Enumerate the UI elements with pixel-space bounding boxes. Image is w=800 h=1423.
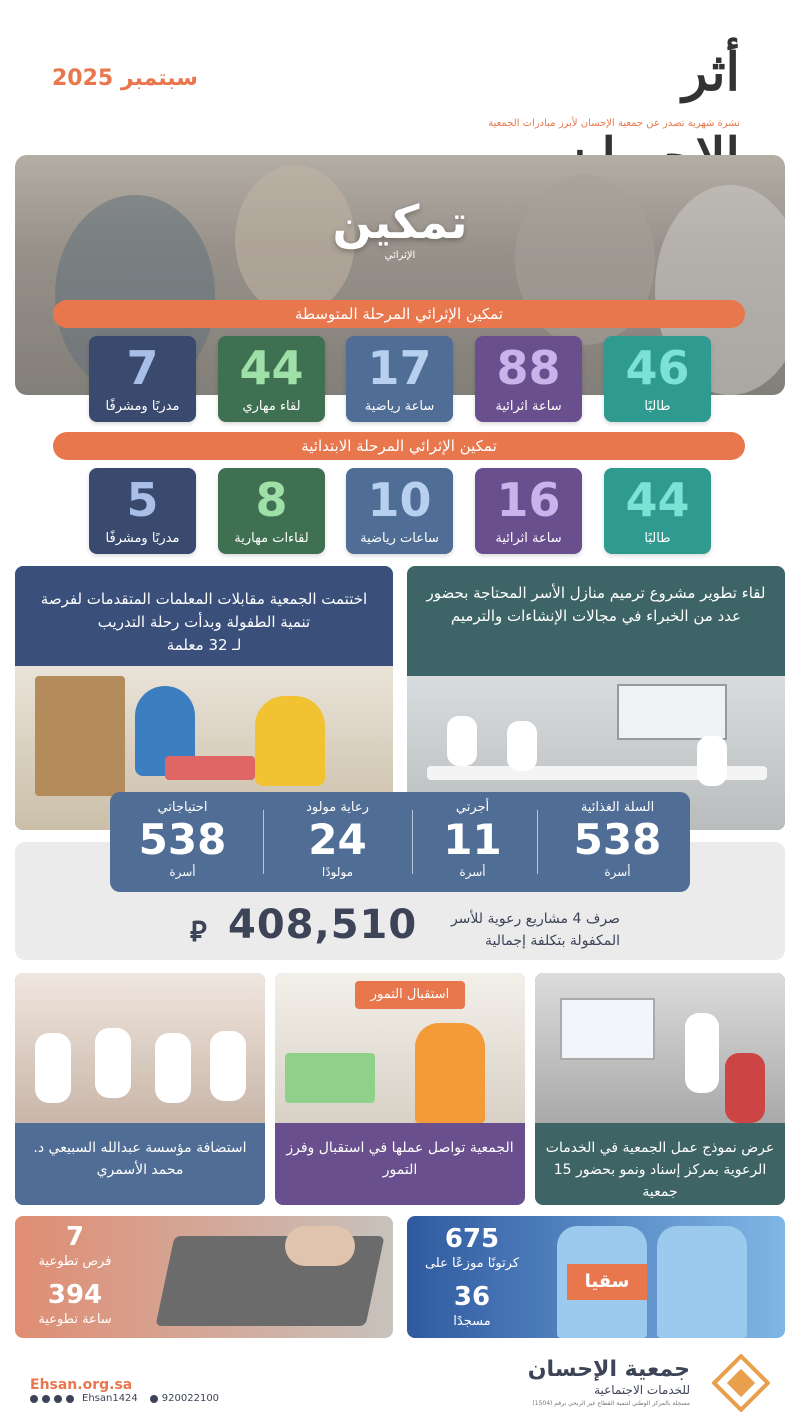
stat-card: [346, 336, 453, 422]
strip-title: عرض نموذج عمل الجمعية في الخدمات الرعوية بمركز إسناد ونمو بحضور 15 جمعية: [545, 1140, 775, 1200]
stat-label: ساعة رياضية: [364, 399, 435, 414]
news-title: لقاء تطوير مشروع ترميم منازل الأسر المحتاجة بحضور عدد من الخبراء في مجالات الإنشاءات والترميم: [426, 584, 766, 625]
social-row: [30, 1393, 219, 1404]
stat-value: 44: [239, 341, 304, 395]
stat-card: [218, 336, 325, 422]
stat-card: [346, 468, 453, 554]
stat-value: 7: [126, 341, 159, 395]
divider: [412, 810, 413, 874]
stat-card: [89, 468, 196, 554]
water-brand: سقيا: [567, 1264, 647, 1300]
issue-month: سبتمبر 2025: [52, 66, 198, 91]
stat-label: ساعة اثرائية: [495, 531, 562, 546]
news-title: اختتمت الجمعية مقابلات المعلمات المتقدمات لفرصة تنمية الطفولة وبدأت رحلة التدريب: [40, 590, 368, 631]
family-stat-unit: أسرة: [604, 865, 631, 879]
strip-card-services-model: [535, 973, 785, 1205]
org-logo-icon: [712, 1354, 770, 1412]
family-stat-title: أجرتي: [455, 800, 490, 815]
cartons-label: كرتونًا موزعًا على: [424, 1256, 520, 1271]
org-subtitle: للخدمات الاجتماعية: [594, 1383, 690, 1397]
stat-label: ساعة اثرائية: [495, 399, 562, 414]
stat-card: [604, 336, 711, 422]
social-handle[interactable]: Ehsan1424: [82, 1393, 138, 1404]
social-icon[interactable]: [30, 1395, 38, 1403]
stat-value: 88: [496, 341, 561, 395]
families-stats: [110, 792, 690, 892]
stat-card: [475, 468, 582, 554]
family-stat-value: 538: [573, 815, 662, 864]
stat-label: طالبًا: [644, 399, 671, 414]
mosques-value: 36: [453, 1282, 491, 1312]
riyal-icon: ⃁: [190, 915, 207, 948]
stat-value: 17: [367, 341, 432, 395]
family-stat-title: احتياجاتي: [157, 800, 208, 815]
stat-label: مدربًا ومشرفًا: [105, 399, 180, 414]
stat-label: لقاء مهاري: [242, 399, 301, 414]
family-stat: [110, 792, 255, 892]
stat-card: [218, 468, 325, 554]
stat-card: [89, 336, 196, 422]
primary-school-heading: تمكين الإثرائي المرحلة الابتدائية: [53, 432, 745, 460]
volunteer-opportunities-value: 7: [65, 1222, 85, 1252]
stat-value: 10: [367, 473, 432, 527]
stat-card: [475, 336, 582, 422]
website-link[interactable]: Ehsan.org.sa: [30, 1377, 133, 1393]
family-stat-title: السلة الغذائية: [580, 800, 655, 815]
family-stat-unit: أسرة: [169, 865, 196, 879]
volunteer-card: [15, 1216, 393, 1338]
org-name: جمعية الإحسان: [527, 1357, 690, 1382]
family-stat-value: 11: [443, 815, 502, 864]
cartons-value: 675: [444, 1224, 500, 1254]
volunteer-hours-value: 394: [47, 1280, 103, 1310]
stat-value: 8: [255, 473, 288, 527]
newsletter-logo: أثر: [682, 42, 740, 103]
cost-value: 408,510: [228, 902, 418, 948]
strip-card-foundation: [15, 973, 265, 1205]
presentation-photo: [535, 973, 785, 1123]
family-stat-unit: مولودًا: [321, 865, 354, 879]
strip-title: استضافة مؤسسة عبدالله السبيعي د. محمد الأسمري: [33, 1140, 247, 1178]
volunteer-hours-label: ساعة تطوعية: [38, 1312, 112, 1327]
family-stat: [265, 792, 410, 892]
cost-description: صرف 4 مشاريع رعوية للأسر المكفولة بتكلفة إجمالية: [450, 911, 620, 949]
news-card-teachers: [15, 566, 393, 830]
social-icon[interactable]: [54, 1395, 62, 1403]
stat-label: طالبًا: [644, 531, 671, 546]
hero-title: تمكين: [332, 195, 468, 249]
phone-icon: [150, 1395, 158, 1403]
stat-value: 16: [496, 473, 561, 527]
foundation-photo: [15, 973, 265, 1123]
middle-school-heading: تمكين الإثرائي المرحلة المتوسطة: [53, 300, 745, 328]
divider: [263, 810, 264, 874]
stat-value: 5: [126, 473, 159, 527]
news-title-count: لـ 32 معلمة: [166, 636, 242, 654]
stat-value: 44: [625, 473, 690, 527]
mosques-label: مسجدًا: [453, 1314, 491, 1329]
volunteer-opportunities-label: فرص تطوعية: [38, 1254, 112, 1269]
strip-card-dates: [275, 973, 525, 1205]
strip-title: الجمعية تواصل عملها في استقبال وفرز التمور: [286, 1140, 514, 1178]
water-card: [407, 1216, 785, 1338]
family-stat: [400, 792, 545, 892]
stat-label: ساعات رياضية: [360, 531, 439, 546]
stat-label: مدربًا ومشرفًا: [105, 531, 180, 546]
stat-card: [604, 468, 711, 554]
hero-subtitle: الإثرائي: [384, 250, 416, 261]
org-registration: مسجلة بالمركز الوطني لتنمية القطاع غير الربحي برقم (1504): [532, 1400, 690, 1407]
family-stat-title: رعاية مولود: [306, 800, 369, 815]
dates-photo: [275, 973, 525, 1123]
news-card-renovation: [407, 566, 785, 830]
social-icon[interactable]: [66, 1395, 74, 1403]
dates-banner: استقبال التمور: [355, 981, 465, 1009]
social-icon[interactable]: [42, 1395, 50, 1403]
family-stat-value: 24: [308, 815, 367, 864]
family-stat-unit: أسرة: [459, 865, 486, 879]
family-stat: [545, 792, 690, 892]
newsletter-subtitle: نشرة شهرية تصدر عن جمعية الإحسان لأبرز مبادرات الجمعية: [488, 118, 740, 129]
stat-value: 46: [625, 341, 690, 395]
family-stat-value: 538: [138, 815, 227, 864]
phone-number[interactable]: 920022100: [161, 1393, 220, 1404]
stat-label: لقاءات مهارية: [234, 531, 309, 546]
